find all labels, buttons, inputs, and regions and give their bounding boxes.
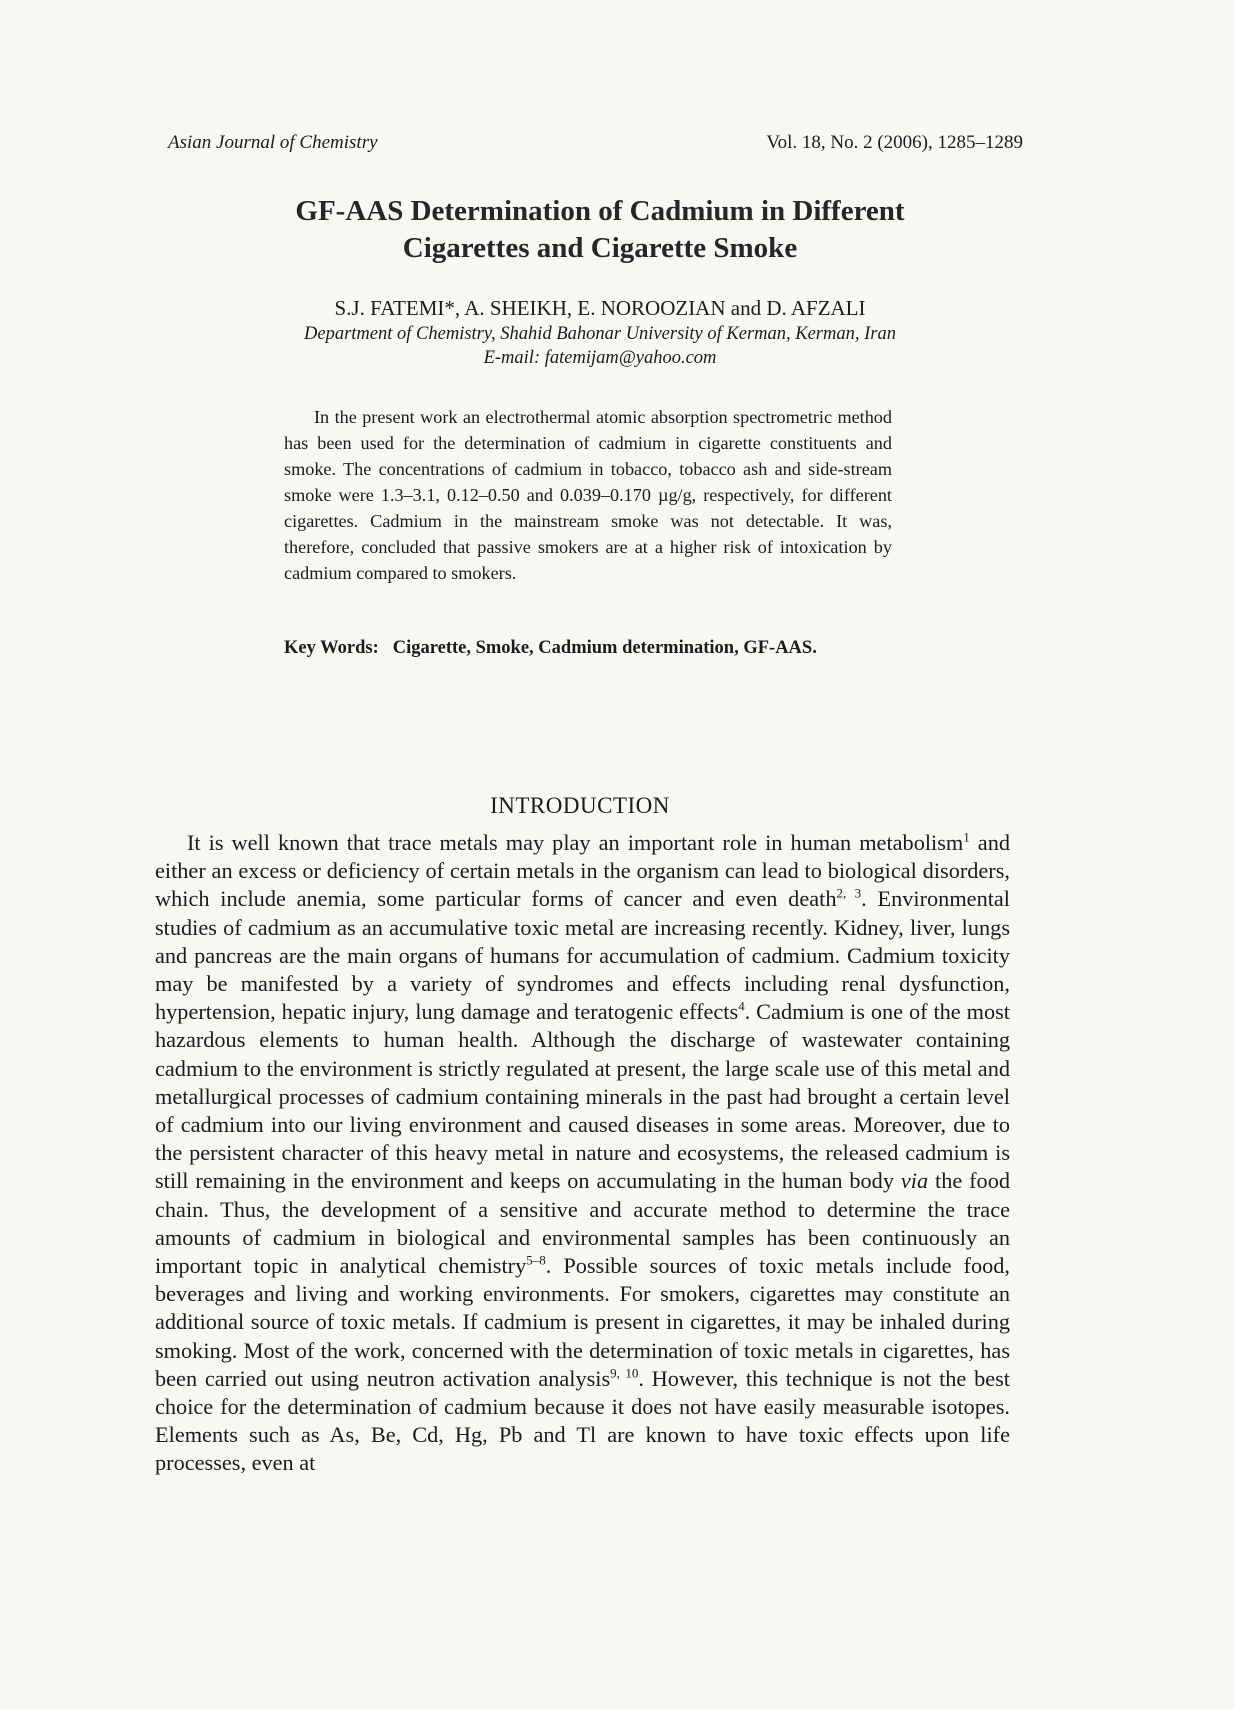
introduction-paragraph (155, 829, 1010, 1478)
keywords-value: Cigarette, Smoke, Cadmium determination, GF-AAS. (392, 638, 817, 658)
intro-text-2: and either an excess or deficiency of certain metals in the organism can lead to biological disorders, which include anemia, some particular forms of cancer and even death (155, 830, 1010, 912)
citation-ref: 1 (963, 829, 970, 845)
intro-text-1: It is well known that trace metals may play an important role in human metabolism (187, 830, 964, 855)
citation-ref: 9, 10 (610, 1365, 639, 1381)
section-heading-introduction: INTRODUCTION (490, 793, 670, 818)
intro-text-4: . Cadmium is one of the most hazardous elements to human health. Although the discharge of wastewater containing cadmium to the environment is strictly regulated at present, the large scale use of this metal and metallurgical processes of cadmium containing minerals in the past had brought a certain level of cadmium into our living environment and caused diseases in some areas. Moreover, due to the persistent character of this heavy metal in nature and ecosystems, the released cadmium is still remaining in the environment and keeps on accumulating in the human body (155, 999, 1010, 1194)
title-line-2: Cigarettes and Cigarette Smoke (402, 232, 798, 264)
intro-text-6: . Possible sources of toxic metals include food, beverages and living and working environments. For smokers, cigarettes may constitute an additional source of toxic metals. If cadmium is present in cigarettes, it may be inhaled during smoking. Most of the work, concerned with the determination of toxic metals in cigarettes, has been carried out using neutron activation analysis (155, 1253, 1010, 1391)
keywords-label: Key Words: (284, 638, 379, 658)
affiliation-block (170, 322, 1030, 370)
affiliation: Department of Chemistry, Shahid Bahonar University of Kerman, Kerman, Iran (304, 324, 896, 344)
author-list: S.J. FATEMI*, A. SHEIKH, E. NOROOZIAN and D. AFZALI (334, 296, 866, 320)
intro-text-5: the food chain. Thus, the development of a sensitive and accurate method to determine the trace amounts of cadmium in biological and environmental samples has been continuously an important topic in analytical chemistry (155, 1168, 1010, 1279)
keywords (284, 637, 894, 659)
intro-text-7: . However, this technique is not the best choice for the determination of cadmium because it does not have easily measurable isotopes. Elements such as As, Be, Cd, Hg, Pb and Tl are known to have toxic effects upon life processes, even at (155, 1365, 1010, 1476)
citation-ref: 4 (738, 998, 745, 1014)
email: E-mail: fatemijam@yahoo.com (483, 348, 717, 368)
volume-citation: Vol. 18, No. 2 (2006), 1285–1289 (766, 132, 1023, 153)
title-line-1: GF-AAS Determination of Cadmium in Different (295, 195, 905, 227)
journal-name: Asian Journal of Chemistry (168, 132, 378, 153)
paper-title (170, 193, 1030, 267)
intro-emphasis-via: via (900, 1168, 929, 1194)
running-header (168, 132, 1023, 154)
abstract: In the present work an electrothermal atomic absorption spectrometric method has been used for the determination of cadmium in cigarette constituents and smoke. The concentrations of cadmium in tobacco, tobacco ash and side-stream smoke were 1.3–3.1, 0.12–0.50 and 0.039–0.170 µg/g, respectively, for different cigarettes. Cadmium in the mainstream smoke was not detectable. It was, therefore, concluded that passive smokers are at a higher risk of intoxication by cadmium compared to smokers. (284, 407, 892, 583)
citation-ref: 5–8 (526, 1252, 546, 1268)
citation-ref: 2, 3 (836, 885, 862, 901)
intro-text-3: . Environmental studies of cadmium as an accumulative toxic metal are increasing recently. Kidney, liver, lungs and pancreas are the main organs of humans for accumulation of cadmium. Cadmium toxicity may be manifested by a variety of syndromes and effects including renal dysfunction, hypertension, hepatic injury, lung damage and teratogenic effects (155, 886, 1010, 1025)
